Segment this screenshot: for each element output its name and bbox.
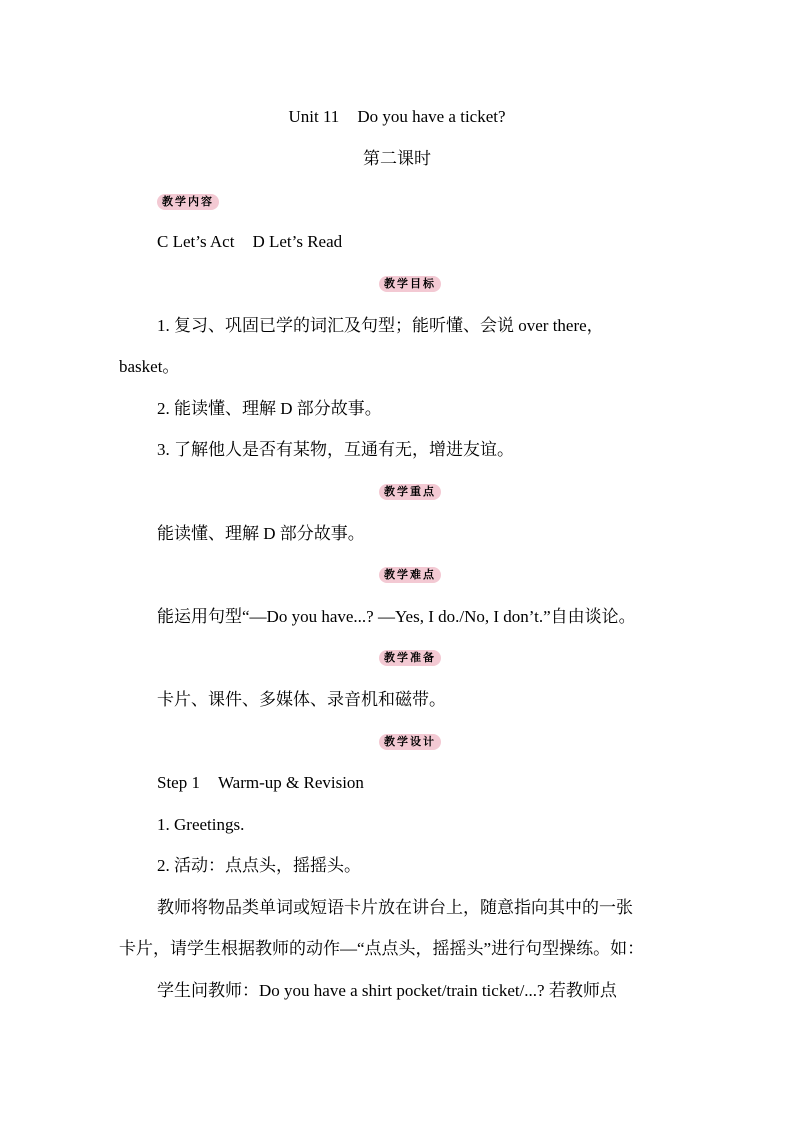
- lesson-period: 第二课时: [363, 149, 431, 168]
- preparation-text: 卡片、课件、多媒体、录音机和磁带。: [157, 690, 446, 709]
- content-text: [157, 231, 342, 253]
- step-title: Warm-up & Revision: [217, 773, 364, 792]
- content-part-c: C Let’s Act: [157, 232, 235, 251]
- unit-topic: Do you have a ticket?: [357, 107, 506, 126]
- design-paragraph-line-1: 教师将物品类单词或短语卡片放在讲台上，随意指向其中的一张: [157, 898, 633, 917]
- design-item-1: 1. Greetings.: [157, 815, 245, 834]
- section-badge-goals: 教学目标: [379, 276, 441, 292]
- step-label: Step 1: [157, 773, 200, 792]
- goal-item-1-continued: basket。: [119, 357, 180, 376]
- page-title: [0, 106, 794, 128]
- section-badge-difficulties: 教学难点: [379, 567, 441, 583]
- difficulties-text: 能运用句型“—Do you have...? —Yes, I do./No, I don’t.”自由谈论。: [157, 607, 636, 626]
- design-item-2: 2. 活动：点点头，摇摇头。: [157, 856, 361, 875]
- goal-item-1: 1. 复习、巩固已学的词汇及句型；能听懂、会说 over there，: [157, 316, 604, 335]
- design-paragraph-line-3: 学生问教师：Do you have a shirt pocket/train ticket/...? 若教师点: [157, 981, 617, 1000]
- section-badge-content: 教学内容: [157, 194, 219, 210]
- section-badge-preparation: 教学准备: [379, 650, 441, 666]
- section-badge-key-points: 教学重点: [379, 484, 441, 500]
- content-part-d: D Let’s Read: [252, 232, 343, 251]
- section-badge-design: 教学设计: [379, 734, 441, 750]
- step-heading: [157, 772, 364, 794]
- unit-label: Unit 11: [288, 107, 340, 126]
- key-points-text: 能读懂、理解 D 部分故事。: [157, 524, 365, 543]
- goal-item-3: 3. 了解他人是否有某物，互通有无，增进友谊。: [157, 440, 514, 459]
- design-paragraph-line-2: 卡片，请学生根据教师的动作—“点点头，摇摇头”进行句型操练。如：: [119, 939, 645, 958]
- goal-item-2: 2. 能读懂、理解 D 部分故事。: [157, 399, 382, 418]
